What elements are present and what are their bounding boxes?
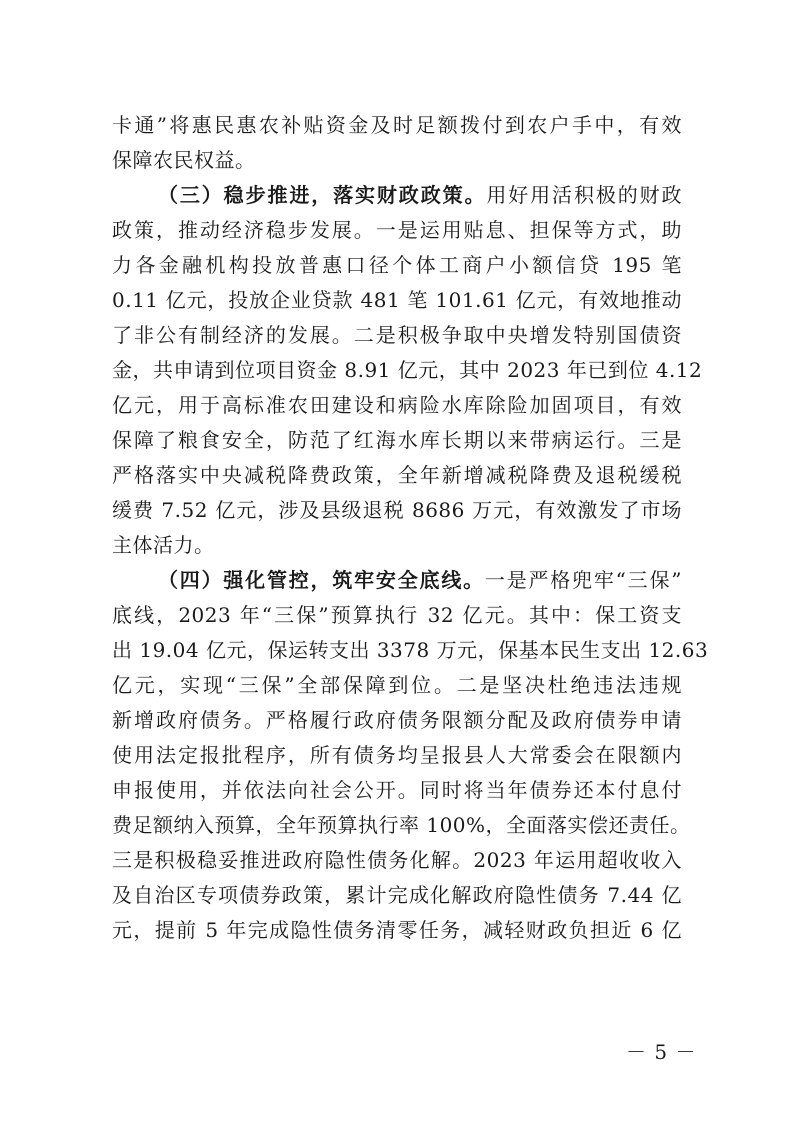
- body-line: 亿元，实现“三保”全部保障到位。二是坚决杜绝违法违规: [112, 673, 682, 697]
- body-text: 用好用活积极的财政: [486, 183, 683, 207]
- body-line: 政策，推动经济稳步发展。一是运用贴息、担保等方式，助: [112, 218, 682, 242]
- body-text: 一是严格兜牢“三保”: [484, 568, 682, 592]
- body-line: 保障农民权益。: [112, 148, 256, 172]
- section-heading-four: （四）强化管控，筑牢安全底线。: [158, 568, 485, 592]
- page-number: － 5 －: [626, 1040, 697, 1064]
- body-line: 底线，2023 年“三保”预算执行 32 亿元。其中：保工资支: [112, 603, 682, 627]
- body-line: 主体活力。: [112, 533, 215, 557]
- body-line: 金，共申请到位项目资金 8.91 亿元，其中 2023 年已到位 4.12: [112, 358, 703, 382]
- body-line: 缓费 7.52 亿元，涉及县级退税 8686 万元，有效激发了市场: [112, 498, 682, 522]
- body-line: 申报使用，并依法向社会公开。同时将当年债券还本付息付: [112, 778, 682, 802]
- body-line: 费足额纳入预算，全年预算执行率 100%，全面落实偿还责任。: [112, 813, 691, 837]
- body-line: 了非公有制经济的发展。二是积极争取中央增发特别国债资: [112, 323, 682, 347]
- body-line: 及自治区专项债券政策，累计完成化解政府隐性债务 7.44 亿: [112, 883, 682, 907]
- body-line: 元，提前 5 年完成隐性债务清零任务，减轻财政负担近 6 亿: [112, 918, 682, 942]
- body-line: 卡通”将惠民惠农补贴资金及时足额拨付到农户手中，有效: [112, 113, 682, 137]
- body-line: 出 19.04 亿元，保运转支出 3378 万元，保基本民生支出 12.63: [112, 638, 709, 662]
- body-line: 保障了粮食安全，防范了红海水库长期以来带病运行。三是: [112, 428, 682, 452]
- body-line: 新增政府债务。严格履行政府债务限额分配及政府债券申请: [112, 708, 682, 732]
- body-line: 力各金融机构投放普惠口径个体工商户小额信贷 195 笔: [112, 253, 682, 277]
- section-heading-three: （三）稳步推进，落实财政政策。: [158, 183, 487, 207]
- paragraph-first-line: [112, 178, 682, 213]
- paragraph-first-line: [112, 563, 682, 598]
- body-line: 亿元，用于高标准农田建设和病险水库除险加固项目，有效: [112, 393, 682, 417]
- body-line: 严格落实中央减税降费政策，全年新增减税降费及退税缓税: [112, 463, 682, 487]
- body-line: 使用法定报批程序，所有债务均呈报县人大常委会在限额内: [112, 743, 682, 767]
- body-line: 三是积极稳妥推进政府隐性债务化解。2023 年运用超收收入: [112, 848, 682, 872]
- body-line: 0.11 亿元，投放企业贷款 481 笔 101.61 亿元，有效地推动: [112, 288, 682, 312]
- document-body: [112, 108, 709, 948]
